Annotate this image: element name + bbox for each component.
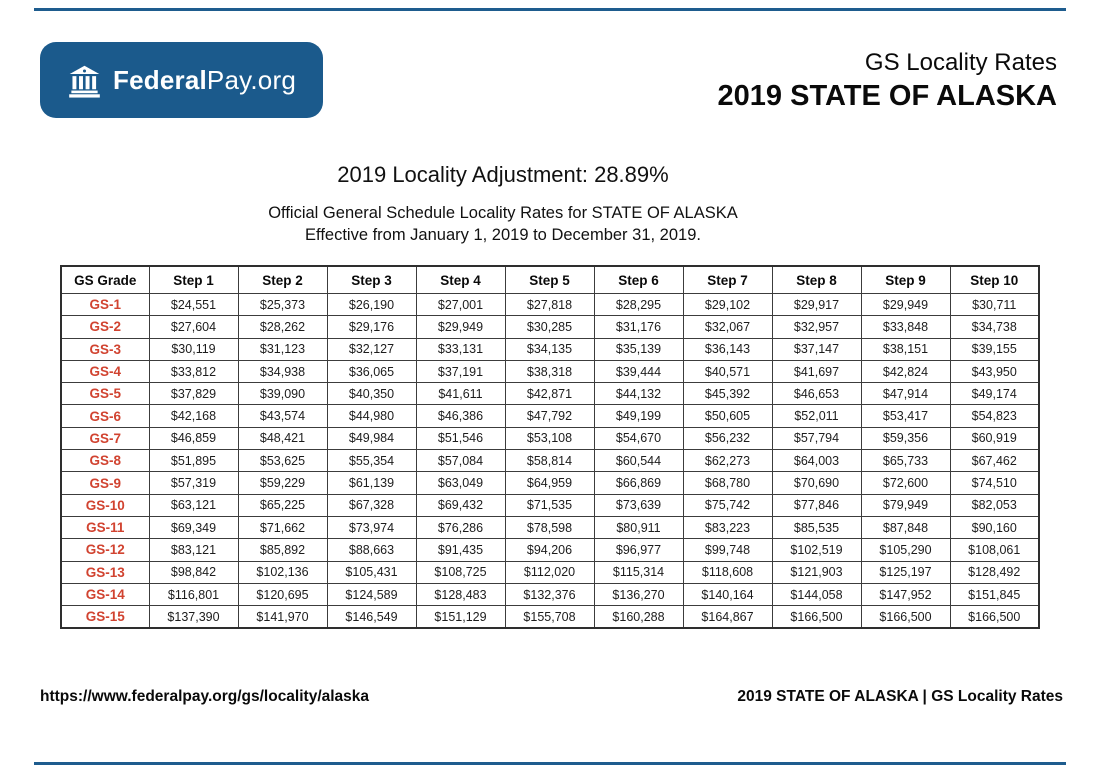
salary-cell: $41,697	[772, 360, 861, 382]
salary-cell: $29,949	[416, 316, 505, 338]
salary-cell: $85,535	[772, 516, 861, 538]
table-header	[61, 266, 1039, 294]
salary-cell: $83,223	[683, 516, 772, 538]
salary-cell: $57,794	[772, 427, 861, 449]
column-header: Step 9	[861, 266, 950, 294]
salary-cell: $151,845	[950, 583, 1039, 605]
salary-cell: $164,867	[683, 606, 772, 629]
salary-cell: $64,003	[772, 450, 861, 472]
table-row	[61, 294, 1039, 316]
salary-cell: $53,625	[238, 450, 327, 472]
salary-cell: $70,690	[772, 472, 861, 494]
salary-cell: $51,895	[149, 450, 238, 472]
salary-cell: $32,957	[772, 316, 861, 338]
salary-cell: $27,604	[149, 316, 238, 338]
salary-cell: $34,938	[238, 360, 327, 382]
salary-cell: $28,262	[238, 316, 327, 338]
salary-cell: $62,273	[683, 450, 772, 472]
gs-locality-rates-table	[60, 265, 1040, 629]
salary-cell: $151,129	[416, 606, 505, 629]
salary-cell: $38,151	[861, 338, 950, 360]
salary-cell: $141,970	[238, 606, 327, 629]
salary-cell: $61,139	[327, 472, 416, 494]
grade-cell: GS-15	[61, 606, 149, 629]
salary-cell: $28,295	[594, 294, 683, 316]
salary-cell: $33,812	[149, 360, 238, 382]
salary-cell: $65,225	[238, 494, 327, 516]
table-row	[61, 472, 1039, 494]
salary-cell: $38,318	[505, 360, 594, 382]
salary-cell: $120,695	[238, 583, 327, 605]
salary-cell: $29,102	[683, 294, 772, 316]
salary-cell: $79,949	[861, 494, 950, 516]
salary-cell: $74,510	[950, 472, 1039, 494]
salary-cell: $46,386	[416, 405, 505, 427]
salary-cell: $29,949	[861, 294, 950, 316]
subtitle-effective-dates: Effective from January 1, 2019 to December 31, 2019.	[305, 226, 701, 244]
salary-cell: $90,160	[950, 516, 1039, 538]
salary-cell: $63,121	[149, 494, 238, 516]
salary-cell: $105,290	[861, 539, 950, 561]
salary-cell: $87,848	[861, 516, 950, 538]
subtitle-official-rates: Official General Schedule Locality Rates for STATE OF ALASKA	[268, 204, 738, 222]
column-header: Step 4	[416, 266, 505, 294]
salary-cell: $108,061	[950, 539, 1039, 561]
salary-cell: $40,350	[327, 383, 416, 405]
salary-cell: $99,748	[683, 539, 772, 561]
salary-cell: $46,859	[149, 427, 238, 449]
table-row	[61, 450, 1039, 472]
salary-cell: $91,435	[416, 539, 505, 561]
salary-cell: $69,432	[416, 494, 505, 516]
salary-cell: $73,974	[327, 516, 416, 538]
column-header: Step 2	[238, 266, 327, 294]
salary-cell: $137,390	[149, 606, 238, 629]
salary-cell: $36,065	[327, 360, 416, 382]
salary-cell: $29,176	[327, 316, 416, 338]
salary-cell: $59,356	[861, 427, 950, 449]
title-year-state: 2019 STATE OF ALASKA	[717, 80, 1057, 112]
brand-wordmark	[113, 65, 296, 96]
grade-cell: GS-4	[61, 360, 149, 382]
salary-cell: $96,977	[594, 539, 683, 561]
title-gs-locality-rates: GS Locality Rates	[864, 49, 1057, 76]
grade-cell: GS-1	[61, 294, 149, 316]
salary-cell: $46,653	[772, 383, 861, 405]
salary-cell: $47,792	[505, 405, 594, 427]
salary-cell: $68,780	[683, 472, 772, 494]
salary-cell: $76,286	[416, 516, 505, 538]
salary-cell: $80,911	[594, 516, 683, 538]
salary-cell: $25,373	[238, 294, 327, 316]
grade-cell: GS-12	[61, 539, 149, 561]
table-row	[61, 494, 1039, 516]
table-row	[61, 316, 1039, 338]
brand-rest: Pay.org	[206, 64, 296, 95]
salary-cell: $31,176	[594, 316, 683, 338]
grade-cell: GS-8	[61, 450, 149, 472]
salary-cell: $37,147	[772, 338, 861, 360]
top-divider	[34, 8, 1066, 11]
salary-cell: $116,801	[149, 583, 238, 605]
salary-cell: $59,229	[238, 472, 327, 494]
brand-bold: Federal	[113, 64, 207, 95]
salary-cell: $44,980	[327, 405, 416, 427]
grade-cell: GS-5	[61, 383, 149, 405]
salary-cell: $39,444	[594, 360, 683, 382]
salary-cell: $39,090	[238, 383, 327, 405]
grade-cell: GS-14	[61, 583, 149, 605]
salary-cell: $118,608	[683, 561, 772, 583]
salary-cell: $57,084	[416, 450, 505, 472]
salary-cell: $72,600	[861, 472, 950, 494]
salary-cell: $43,950	[950, 360, 1039, 382]
salary-cell: $53,108	[505, 427, 594, 449]
salary-cell: $83,121	[149, 539, 238, 561]
column-header: Step 3	[327, 266, 416, 294]
salary-cell: $42,824	[861, 360, 950, 382]
salary-cell: $88,663	[327, 539, 416, 561]
salary-cell: $105,431	[327, 561, 416, 583]
grade-cell: GS-11	[61, 516, 149, 538]
table-row	[61, 516, 1039, 538]
salary-cell: $63,049	[416, 472, 505, 494]
salary-cell: $73,639	[594, 494, 683, 516]
salary-cell: $128,492	[950, 561, 1039, 583]
salary-cell: $82,053	[950, 494, 1039, 516]
salary-cell: $78,598	[505, 516, 594, 538]
salary-cell: $27,818	[505, 294, 594, 316]
table-row	[61, 383, 1039, 405]
salary-cell: $121,903	[772, 561, 861, 583]
column-header: Step 8	[772, 266, 861, 294]
table-row	[61, 360, 1039, 382]
salary-cell: $37,829	[149, 383, 238, 405]
salary-cell: $32,127	[327, 338, 416, 360]
salary-cell: $55,354	[327, 450, 416, 472]
grade-cell: GS-13	[61, 561, 149, 583]
page-title-block	[718, 48, 1057, 114]
grade-cell: GS-6	[61, 405, 149, 427]
salary-cell: $44,132	[594, 383, 683, 405]
column-header: Step 5	[505, 266, 594, 294]
salary-cell: $56,232	[683, 427, 772, 449]
salary-cell: $166,500	[772, 606, 861, 629]
salary-cell: $112,020	[505, 561, 594, 583]
salary-cell: $166,500	[861, 606, 950, 629]
salary-cell: $102,519	[772, 539, 861, 561]
salary-cell: $65,733	[861, 450, 950, 472]
salary-cell: $52,011	[772, 405, 861, 427]
salary-cell: $108,725	[416, 561, 505, 583]
salary-cell: $47,914	[861, 383, 950, 405]
salary-cell: $124,589	[327, 583, 416, 605]
column-header: Step 1	[149, 266, 238, 294]
salary-cell: $51,546	[416, 427, 505, 449]
grade-cell: GS-10	[61, 494, 149, 516]
salary-cell: $48,421	[238, 427, 327, 449]
salary-cell: $64,959	[505, 472, 594, 494]
salary-cell: $77,846	[772, 494, 861, 516]
federalpay-logo[interactable]	[40, 42, 323, 118]
salary-cell: $67,462	[950, 450, 1039, 472]
salary-cell: $34,738	[950, 316, 1039, 338]
grade-cell: GS-3	[61, 338, 149, 360]
table-row	[61, 561, 1039, 583]
salary-cell: $49,174	[950, 383, 1039, 405]
bottom-divider	[34, 762, 1066, 765]
salary-cell: $115,314	[594, 561, 683, 583]
salary-cell: $146,549	[327, 606, 416, 629]
salary-cell: $50,605	[683, 405, 772, 427]
salary-cell: $58,814	[505, 450, 594, 472]
salary-cell: $60,544	[594, 450, 683, 472]
salary-cell: $34,135	[505, 338, 594, 360]
table-row	[61, 583, 1039, 605]
salary-cell: $45,392	[683, 383, 772, 405]
salary-cell: $166,500	[950, 606, 1039, 629]
salary-cell: $35,139	[594, 338, 683, 360]
salary-cell: $53,417	[861, 405, 950, 427]
table-row	[61, 539, 1039, 561]
salary-cell: $132,376	[505, 583, 594, 605]
salary-cell: $30,285	[505, 316, 594, 338]
salary-cell: $43,574	[238, 405, 327, 427]
salary-cell: $140,164	[683, 583, 772, 605]
table-row	[61, 606, 1039, 629]
salary-cell: $27,001	[416, 294, 505, 316]
salary-cell: $85,892	[238, 539, 327, 561]
salary-cell: $42,871	[505, 383, 594, 405]
table-body	[61, 294, 1039, 629]
salary-cell: $98,842	[149, 561, 238, 583]
salary-cell: $94,206	[505, 539, 594, 561]
salary-cell: $29,917	[772, 294, 861, 316]
salary-cell: $36,143	[683, 338, 772, 360]
bank-building-icon	[67, 63, 102, 98]
footer-url-link[interactable]: https://www.federalpay.org/gs/locality/alaska	[40, 688, 370, 705]
salary-cell: $49,199	[594, 405, 683, 427]
table-row	[61, 427, 1039, 449]
salary-cell: $60,919	[950, 427, 1039, 449]
salary-cell: $32,067	[683, 316, 772, 338]
salary-cell: $144,058	[772, 583, 861, 605]
salary-cell: $147,952	[861, 583, 950, 605]
salary-cell: $40,571	[683, 360, 772, 382]
table-row	[61, 338, 1039, 360]
footer-page-label: 2019 STATE OF ALASKA | GS Locality Rates	[737, 688, 1063, 705]
salary-cell: $41,611	[416, 383, 505, 405]
salary-cell: $66,869	[594, 472, 683, 494]
salary-cell: $37,191	[416, 360, 505, 382]
salary-cell: $54,823	[950, 405, 1039, 427]
column-header: Step 6	[594, 266, 683, 294]
salary-cell: $136,270	[594, 583, 683, 605]
salary-cell: $42,168	[149, 405, 238, 427]
salary-cell: $33,131	[416, 338, 505, 360]
salary-cell: $30,711	[950, 294, 1039, 316]
salary-cell: $75,742	[683, 494, 772, 516]
salary-cell: $49,984	[327, 427, 416, 449]
salary-cell: $71,535	[505, 494, 594, 516]
salary-cell: $39,155	[950, 338, 1039, 360]
salary-cell: $24,551	[149, 294, 238, 316]
locality-adjustment-heading: 2019 Locality Adjustment: 28.89%	[337, 162, 669, 187]
salary-cell: $71,662	[238, 516, 327, 538]
salary-cell: $57,319	[149, 472, 238, 494]
grade-cell: GS-7	[61, 427, 149, 449]
column-header: Step 10	[950, 266, 1039, 294]
salary-cell: $160,288	[594, 606, 683, 629]
salary-cell: $31,123	[238, 338, 327, 360]
salary-cell: $30,119	[149, 338, 238, 360]
column-header: GS Grade	[61, 266, 149, 294]
salary-cell: $54,670	[594, 427, 683, 449]
grade-cell: GS-2	[61, 316, 149, 338]
salary-cell: $125,197	[861, 561, 950, 583]
column-header: Step 7	[683, 266, 772, 294]
salary-cell: $102,136	[238, 561, 327, 583]
table-row	[61, 405, 1039, 427]
salary-cell: $33,848	[861, 316, 950, 338]
salary-cell: $26,190	[327, 294, 416, 316]
grade-cell: GS-9	[61, 472, 149, 494]
table-header-row	[61, 266, 1039, 294]
salary-cell: $67,328	[327, 494, 416, 516]
salary-cell: $155,708	[505, 606, 594, 629]
salary-cell: $128,483	[416, 583, 505, 605]
salary-cell: $69,349	[149, 516, 238, 538]
